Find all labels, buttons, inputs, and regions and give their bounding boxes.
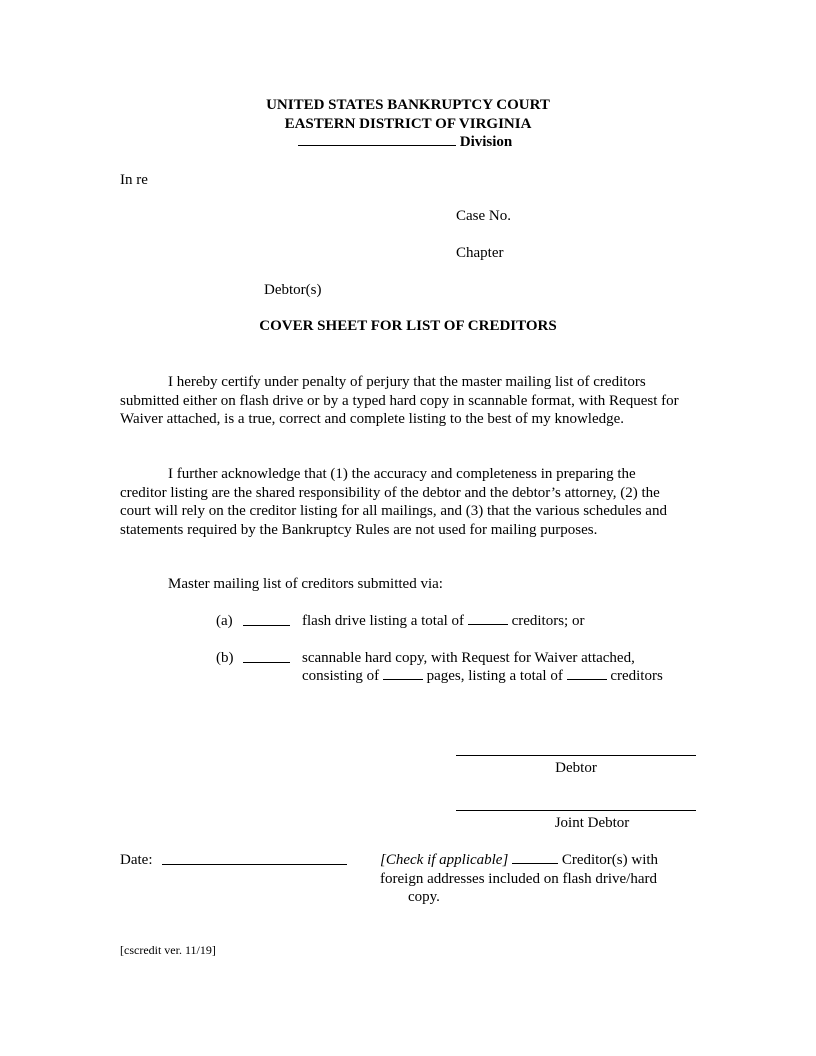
date-label: Date: [120, 852, 153, 868]
option-b-line1: scannable hard copy, with Request for Waiver attached, [302, 650, 635, 666]
option-b-pages-blank[interactable] [383, 667, 423, 680]
debtor-signature-line[interactable] [456, 755, 696, 756]
date-blank[interactable] [162, 852, 347, 870]
foreign-address-text1: Creditor(s) with [561, 852, 659, 868]
debtor-signature-label: Debtor [555, 760, 597, 776]
joint-debtor-signature-label: Joint Debtor [554, 815, 630, 831]
submitted-via-label: Master mailing list of creditors submitted via: [168, 576, 443, 592]
option-b-text-1: consisting of [302, 668, 380, 684]
option-b-letter: (b) [216, 650, 234, 666]
foreign-address-line3: copy. [408, 889, 440, 905]
division-label: Division [459, 134, 513, 150]
option-a-count-blank[interactable] [468, 612, 508, 625]
option-b-count-blank[interactable] [567, 667, 607, 680]
division-line [298, 133, 512, 152]
division-blank[interactable] [298, 133, 456, 146]
debtors-label: Debtor(s) [264, 282, 322, 298]
option-b-text-2: pages, listing a total of [426, 668, 563, 684]
case-no-label: Case No. [456, 208, 511, 224]
option-a-blank[interactable] [243, 613, 290, 631]
option-b-line2 [302, 667, 663, 686]
court-name: UNITED STATES BANKRUPTCY COURT [266, 97, 550, 113]
foreign-address-line2: foreign addresses included on flash drive/hard [380, 871, 657, 887]
foreign-address-line1 [380, 851, 658, 870]
acknowledgement-paragraph: I further acknowledge that (1) the accuracy and completeness in preparing the creditor listing are the shared responsibility of the debtor and the debtor’s attorney, (2) the court will rely on the creditor listing for all mailings, and (3) that the various schedules and statements required by the Bankruptcy Rules are not used for mailing purposes. [120, 466, 667, 538]
document-title: COVER SHEET FOR LIST OF CREDITORS [259, 318, 557, 334]
option-a-text [302, 612, 584, 631]
option-b-blank[interactable] [243, 650, 290, 668]
district-name: EASTERN DISTRICT OF VIRGINIA [284, 116, 532, 132]
option-a-text-1: flash drive listing a total of [302, 613, 465, 629]
certification-paragraph: I hereby certify under penalty of perjury that the master mailing list of creditors submitted either on flash drive or by a typed hard copy in scannable format, with Request for Waiver attached, is a true, correct and complete listing to the best of my knowledge. [120, 374, 679, 427]
chapter-label: Chapter [456, 245, 504, 261]
check-if-applicable: [Check if applicable] [380, 852, 509, 868]
form-version: [cscredit ver. 11/19] [120, 943, 216, 957]
in-re-label: In re [120, 172, 148, 188]
foreign-address-blank[interactable] [512, 851, 558, 864]
option-a-letter: (a) [216, 613, 233, 629]
joint-debtor-signature-line[interactable] [456, 810, 696, 811]
option-a-text-2: creditors; or [511, 613, 585, 629]
option-b-text-3: creditors [610, 668, 663, 684]
